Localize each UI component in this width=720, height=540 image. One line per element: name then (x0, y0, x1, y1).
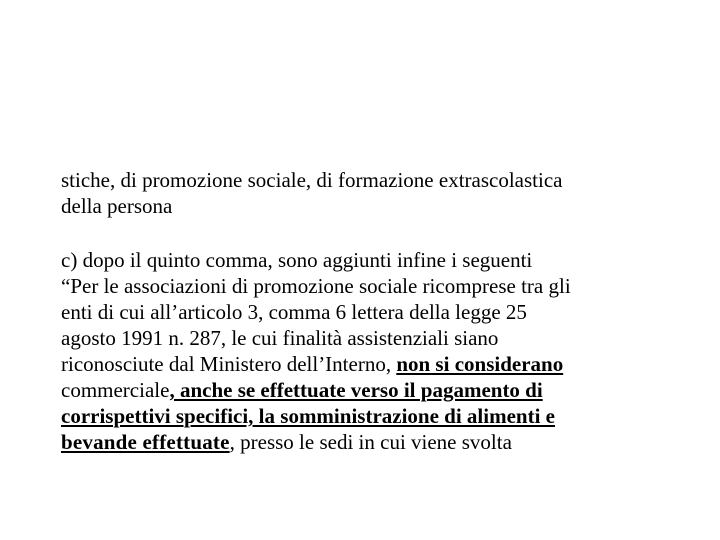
line-8-emphasis: bevande effettuate (61, 430, 230, 454)
line-8-plain-text: , presso le sedi in cui viene svolta (229, 430, 512, 454)
paragraph-2-line-5 (61, 351, 701, 377)
line-6-emphasis: , anche se effettuate verso il pagamento di (169, 378, 543, 402)
paragraph-2-line-4: agosto 1991 n. 287, le cui finalità assistenziali siano (61, 326, 499, 350)
line-5-emphasis: non si considerano (396, 352, 564, 376)
line-7-emphasis: corrispettivi specifici, la somministrazione di alimenti e (61, 404, 555, 428)
paragraph-2-line-6 (61, 377, 701, 403)
paragraph-2-line-3: enti di cui all’articolo 3, comma 6 lettera della legge 25 (61, 300, 527, 324)
paragraph-2-line-2: “Per le associazioni di promozione sociale ricomprese tra gli (61, 274, 571, 298)
line-5-plain-text: riconosciute dal Ministero dell’Interno, (61, 352, 397, 376)
paragraph-2-line-1: c) dopo il quinto comma, sono aggiunti infine i seguenti (61, 248, 533, 272)
line-6-plain-text: commerciale (61, 378, 170, 402)
paragraph-1-line-2: della persona (61, 194, 173, 218)
paragraph-spacer (61, 219, 701, 247)
paragraph-2-line-7 (61, 403, 701, 429)
paragraph-1-line-1: stiche, di promozione sociale, di formazione extrascolastica (61, 168, 563, 192)
paragraph-2-line-8 (61, 429, 701, 455)
document-body (61, 167, 701, 455)
